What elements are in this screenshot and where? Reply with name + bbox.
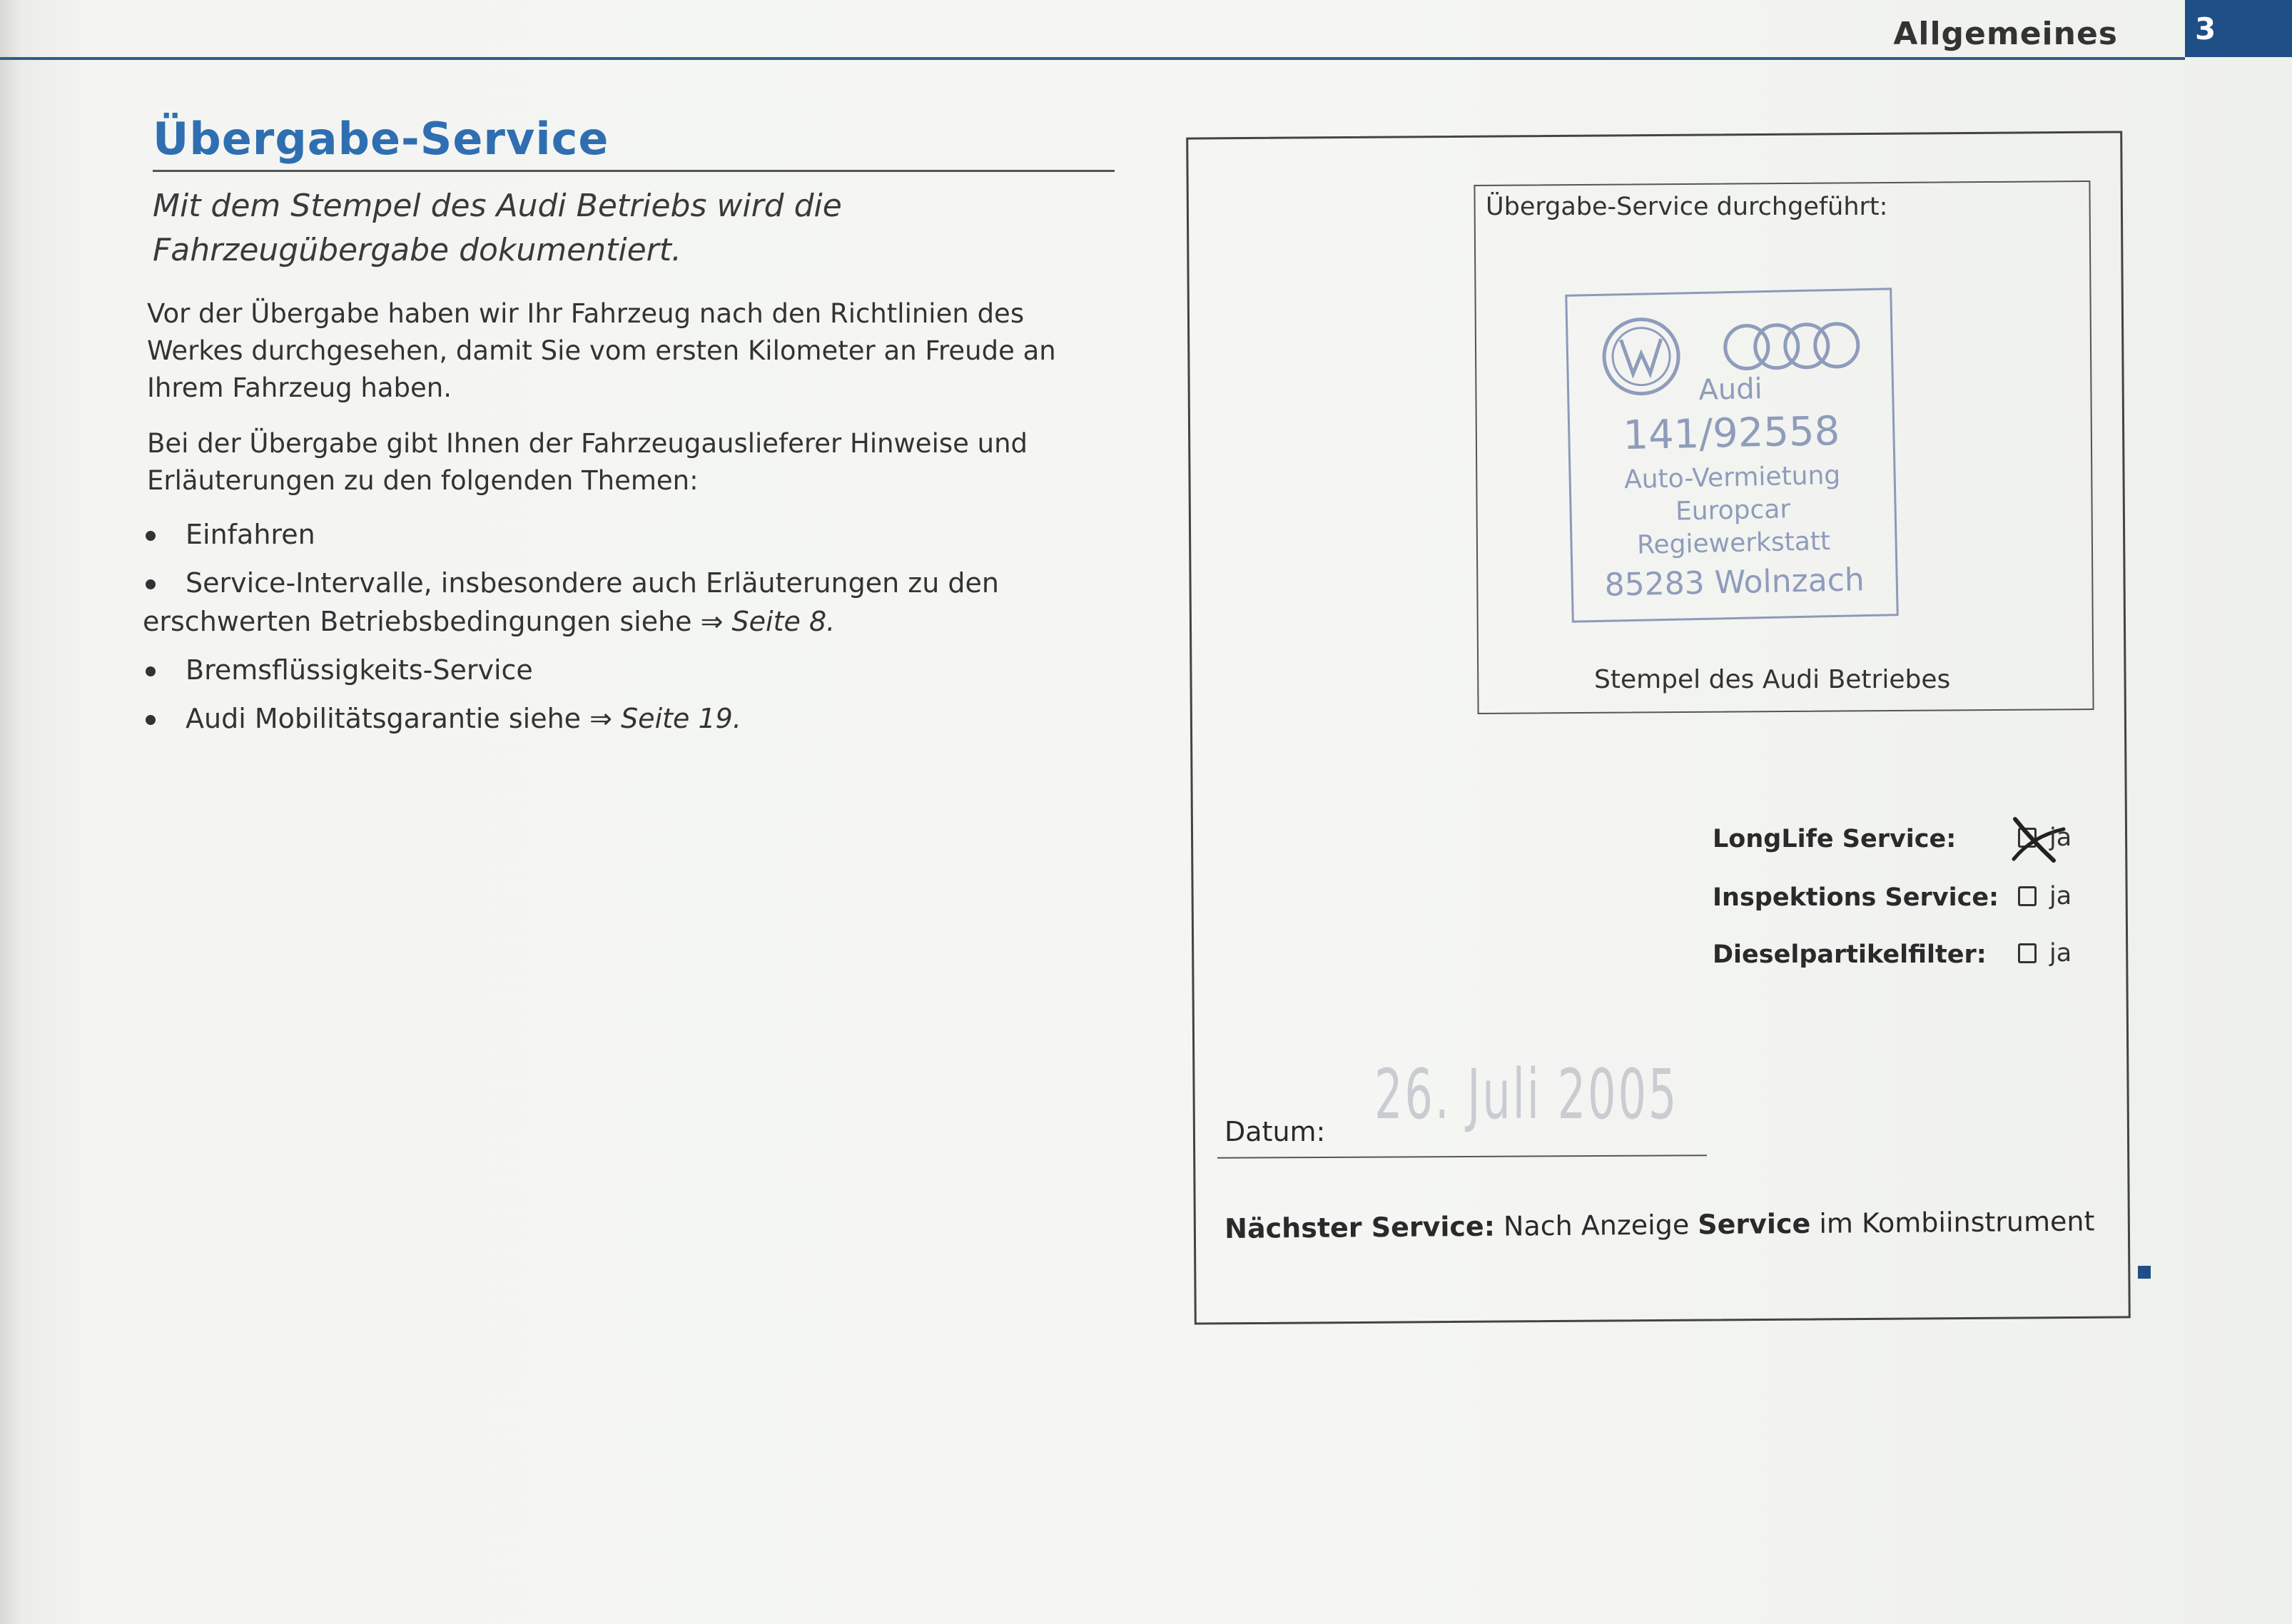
stamp-line: Auto-Vermietung xyxy=(1623,460,1841,495)
longlife-label: LongLife Service: xyxy=(1713,825,1957,853)
dealer-stamp xyxy=(1565,288,1899,622)
next-service-label: Nächster Service: xyxy=(1224,1210,1496,1244)
bullet-icon xyxy=(146,579,156,589)
ja-label: ja xyxy=(2049,939,2072,968)
page-fold-shadow xyxy=(0,0,21,1624)
list-item xyxy=(143,515,1113,554)
intro-paragraph: Vor der Übergabe haben wir Ihr Fahrzeug nach den Richtlinien des Werkes durchgesehen, damit Sie vom ersten Kilometer an Freude an Ihrem Fahrzeug haben. xyxy=(147,298,1056,403)
title-rule xyxy=(153,170,1115,172)
inspektion-label: Inspektions Service: xyxy=(1713,883,1999,912)
next-service-text: im Kombiinstrument xyxy=(1810,1205,2095,1239)
diesel-label: Dieselpartikelfilter: xyxy=(1713,940,1987,969)
stamp-caption: Stempel des Audi Betriebes xyxy=(1594,665,1951,694)
page-reference-link[interactable]: Seite 19. xyxy=(621,703,741,734)
list-item xyxy=(143,699,1113,738)
topics-list xyxy=(143,515,1113,748)
topics-paragraph: Bei der Übergabe gibt Ihnen der Fahrzeugauslieferer Hinweise und Erläuterungen zu den folgenden Themen: xyxy=(147,428,1028,496)
stamp-field-heading: Übergabe-Service durchgeführt: xyxy=(1486,193,1888,221)
bullet-icon xyxy=(146,715,156,725)
header-rule xyxy=(0,57,2185,60)
subtitle: Mit dem Stempel des Audi Betriebs wird die Fahrzeugübergabe dokumentiert. xyxy=(153,188,842,268)
next-service-bold: Service xyxy=(1698,1207,1811,1241)
inspektion-checkbox[interactable] xyxy=(2018,886,2037,906)
list-item xyxy=(143,651,1113,689)
diesel-checkbox[interactable] xyxy=(2018,943,2037,963)
section-title: Allgemeines xyxy=(1893,16,2118,52)
stamp-line: Europcar xyxy=(1675,494,1791,527)
bullet-icon xyxy=(146,666,156,676)
page-number: 3 xyxy=(2185,0,2292,57)
end-of-section-marker xyxy=(2138,1266,2151,1279)
date-stamp: 26. Juli 2005 xyxy=(1374,1055,1679,1135)
stamp-brand: Audi xyxy=(1698,372,1763,407)
page-reference-link[interactable]: Seite 8. xyxy=(731,606,836,637)
bullet-icon xyxy=(146,531,156,541)
stamp-dealer-number: 141/92558 xyxy=(1622,407,1840,460)
ja-label: ja xyxy=(2049,882,2072,910)
list-item-text: Audi Mobilitätsgarantie siehe ⇒ xyxy=(186,703,622,734)
list-item-text: Service-Intervalle, insbesondere auch Erläuterungen zu den erschwerten Betriebsbedingungen siehe ⇒ xyxy=(143,567,999,637)
list-item-text: Bremsflüssigkeits-Service xyxy=(186,654,533,686)
ja-label: ja xyxy=(2049,823,2072,852)
next-service-text: Nach Anzeige xyxy=(1494,1209,1698,1242)
stamp-line: Regiewerkstatt xyxy=(1636,527,1831,560)
stamp-line: 85283 Wolnzach xyxy=(1604,562,1865,604)
page-title: Übergabe-Service xyxy=(153,113,609,165)
datum-label: Datum: xyxy=(1224,1116,1326,1147)
list-item xyxy=(143,564,1113,641)
list-item-text: Einfahren xyxy=(186,519,315,550)
